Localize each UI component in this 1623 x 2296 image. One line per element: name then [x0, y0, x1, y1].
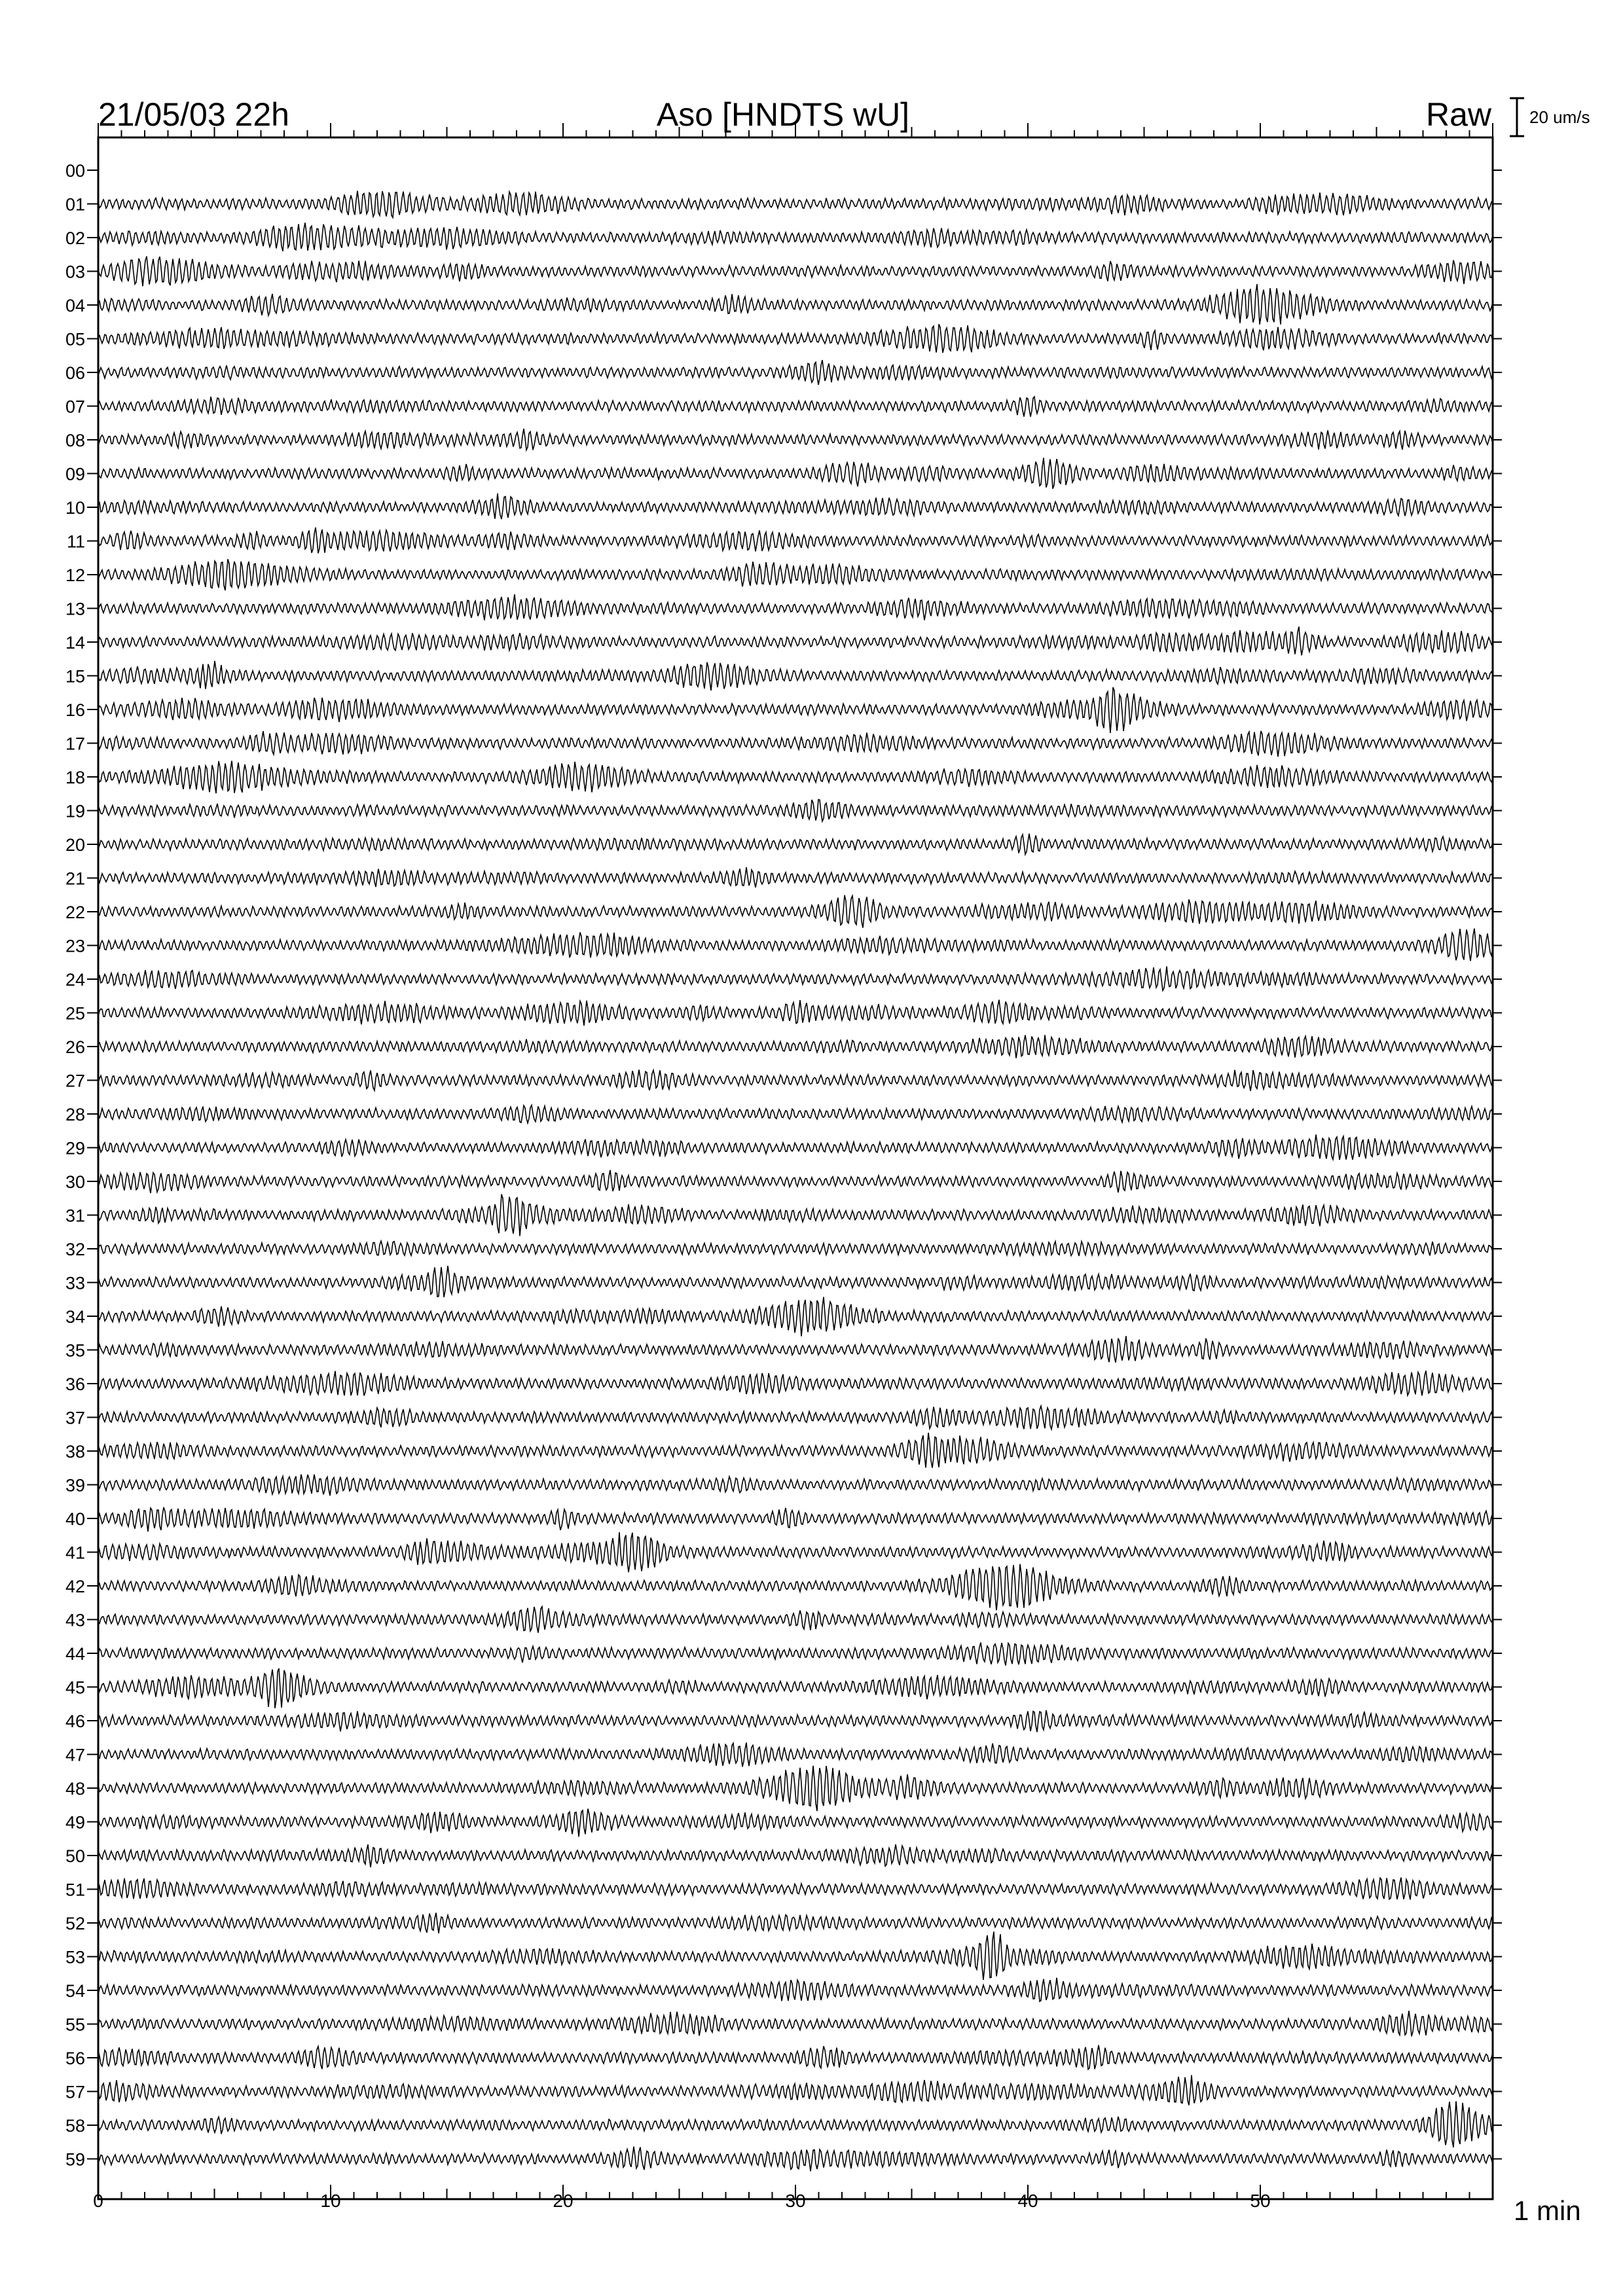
- row-label: 02: [65, 228, 85, 248]
- trace-row: [65, 458, 1502, 489]
- trace-row: [65, 397, 1502, 417]
- x-tick-label: 50: [1250, 2191, 1271, 2211]
- trace-row: [65, 1406, 1502, 1429]
- trace-row: [65, 1532, 1502, 1572]
- trace-row: [65, 967, 1502, 991]
- row-label: 59: [65, 2149, 85, 2170]
- trace-row: [65, 257, 1502, 287]
- trace-row: [65, 284, 1502, 325]
- seismic-trace: [98, 661, 1493, 691]
- seismic-trace: [98, 1406, 1493, 1429]
- row-label: 14: [65, 633, 85, 653]
- trace-row: [65, 594, 1502, 620]
- row-label: 22: [65, 903, 85, 922]
- trace-row: [65, 493, 1502, 519]
- row-label: 03: [65, 262, 85, 282]
- seismic-trace: [98, 1433, 1493, 1468]
- seismic-trace: [98, 1978, 1493, 2001]
- seismic-trace: [98, 324, 1493, 353]
- row-label: 12: [65, 565, 85, 585]
- seismic-trace: [98, 1913, 1493, 1933]
- seismic-trace: [98, 1336, 1493, 1363]
- row-label: 47: [65, 1745, 85, 1765]
- seismic-trace: [98, 284, 1493, 325]
- trace-row: [65, 1433, 1502, 1468]
- row-label: 16: [65, 700, 85, 720]
- seismic-trace: [98, 1532, 1493, 1572]
- row-label: 26: [65, 1037, 85, 1057]
- trace-row: [65, 626, 1502, 655]
- trace-row: [65, 1069, 1502, 1090]
- x-tick-label: 20: [553, 2191, 574, 2211]
- row-label: 35: [65, 1340, 85, 1361]
- x-tick-label: 10: [320, 2191, 341, 2211]
- seismic-trace: [98, 1475, 1493, 1496]
- row-label: 50: [65, 1846, 85, 1866]
- seismic-trace: [98, 559, 1493, 590]
- seismic-trace: [98, 223, 1493, 251]
- row-label: 13: [65, 599, 85, 619]
- row-label: 31: [65, 1206, 85, 1226]
- row-label: 34: [65, 1307, 85, 1327]
- frame-ticks: [98, 123, 1493, 2199]
- seismic-trace: [98, 257, 1493, 287]
- row-label: 10: [65, 498, 85, 518]
- trace-row: [65, 1266, 1502, 1297]
- row-label: 00: [65, 161, 85, 181]
- seismic-trace: [98, 1844, 1493, 1867]
- x-axis-label: 1 min: [1514, 2195, 1581, 2226]
- row-label: 06: [65, 363, 85, 383]
- seismic-trace: [98, 191, 1493, 218]
- row-label: 37: [65, 1408, 85, 1428]
- trace-row: [65, 1297, 1502, 1336]
- trace-row: [65, 800, 1502, 821]
- seismic-trace: [98, 2075, 1493, 2106]
- row-label: 53: [65, 1947, 85, 1967]
- trace-row: [65, 1878, 1502, 1900]
- row-label: 04: [65, 296, 85, 315]
- trace-row: [65, 1643, 1502, 1666]
- trace-row: [65, 2011, 1502, 2036]
- trace-row: [65, 1170, 1502, 1193]
- trace-row: [65, 929, 1502, 961]
- trace-row: [65, 1668, 1502, 1708]
- seismic-trace: [98, 1297, 1493, 1336]
- row-label: 33: [65, 1273, 85, 1293]
- x-tick-label: 40: [1017, 2191, 1038, 2211]
- row-label: 46: [65, 1712, 85, 1731]
- trace-row: [65, 1000, 1502, 1026]
- trace-row: [65, 895, 1502, 928]
- x-axis: [93, 2191, 1270, 2211]
- row-label: 56: [65, 2049, 85, 2068]
- seismic-trace: [98, 360, 1493, 385]
- trace-row: [65, 1475, 1502, 1496]
- row-label: 42: [65, 1577, 85, 1596]
- station-title: Aso [HNDTS wU]: [656, 96, 910, 133]
- mode-label: Raw: [1425, 96, 1491, 133]
- trace-row: [65, 761, 1502, 794]
- row-label: 43: [65, 1610, 85, 1630]
- seismic-trace: [98, 929, 1493, 961]
- seismic-trace: [98, 1069, 1493, 1090]
- seismic-trace: [98, 1241, 1493, 1256]
- trace-row: [65, 1607, 1502, 1633]
- row-label: 07: [65, 397, 85, 417]
- trace-row: [65, 324, 1502, 353]
- seismic-trace: [98, 1931, 1493, 1980]
- row-label: 17: [65, 734, 85, 754]
- seismic-trace: [98, 1607, 1493, 1633]
- trace-rows: [65, 161, 1502, 2171]
- trace-row: [65, 1336, 1502, 1363]
- x-tick-label: 30: [785, 2191, 806, 2211]
- row-label: 55: [65, 2015, 85, 2035]
- row-label: 05: [65, 329, 85, 350]
- trace-row: [65, 1931, 1502, 1980]
- row-label: 48: [65, 1779, 85, 1799]
- seismic-trace: [98, 458, 1493, 489]
- row-label: 21: [65, 869, 85, 889]
- row-label: 45: [65, 1677, 85, 1698]
- trace-row: [65, 1710, 1502, 1732]
- trace-row: [65, 1766, 1502, 1811]
- trace-row: [65, 360, 1502, 385]
- seismic-trace: [98, 493, 1493, 519]
- seismic-trace: [98, 1105, 1493, 1123]
- seismic-trace: [98, 1135, 1493, 1160]
- trace-row: [65, 687, 1502, 733]
- row-label: 44: [65, 1644, 85, 1664]
- row-label: 18: [65, 768, 85, 787]
- seismic-trace: [98, 528, 1493, 553]
- seismic-trace: [98, 731, 1493, 757]
- seismic-trace: [98, 1170, 1493, 1193]
- trace-row: [65, 2075, 1502, 2106]
- row-label: 58: [65, 2116, 85, 2136]
- row-label: 25: [65, 1003, 85, 1024]
- trace-row: [65, 867, 1502, 889]
- datetime-label: 21/05/03 22h: [98, 96, 289, 133]
- seismic-trace: [98, 834, 1493, 855]
- row-label: 27: [65, 1071, 85, 1091]
- trace-row: [65, 731, 1502, 757]
- seismic-trace: [98, 800, 1493, 821]
- row-label: 28: [65, 1105, 85, 1124]
- seismic-trace: [98, 895, 1493, 928]
- trace-row: [65, 1135, 1502, 1160]
- row-label: 19: [65, 801, 85, 821]
- trace-row: [65, 2147, 1502, 2172]
- trace-row: [65, 1743, 1502, 1767]
- row-label: 01: [65, 194, 85, 215]
- row-label: 52: [65, 1914, 85, 1933]
- seismic-trace: [98, 687, 1493, 733]
- row-label: 11: [66, 531, 85, 552]
- seismic-trace: [98, 1194, 1493, 1236]
- row-label: 08: [65, 431, 85, 450]
- seismic-trace: [98, 1507, 1493, 1532]
- trace-row: [65, 1194, 1502, 1236]
- seismic-trace: [98, 867, 1493, 888]
- row-label: 39: [65, 1475, 85, 1496]
- seismic-trace: [98, 1668, 1493, 1708]
- seismic-trace: [98, 1766, 1493, 1811]
- seismic-trace: [98, 2147, 1493, 2172]
- trace-row: [65, 1507, 1502, 1532]
- seismic-trace: [98, 626, 1493, 655]
- scale-bar-label: 20 um/s: [1529, 107, 1590, 127]
- trace-row: [65, 191, 1502, 218]
- trace-row: [65, 559, 1502, 590]
- seismic-trace: [98, 1564, 1493, 1611]
- seismic-trace: [98, 1371, 1493, 1395]
- trace-row: [65, 1035, 1502, 1058]
- trace-row: [65, 661, 1502, 691]
- seismic-trace: [98, 429, 1493, 450]
- row-label: 09: [65, 464, 85, 484]
- seismic-trace: [98, 397, 1493, 417]
- row-label: 38: [65, 1442, 85, 1462]
- trace-row: [65, 429, 1502, 450]
- scale-bar: [1510, 98, 1590, 136]
- trace-row: [67, 528, 1502, 553]
- seismic-trace: [98, 1035, 1493, 1058]
- trace-row: [65, 1240, 1502, 1259]
- plot-frame: [98, 137, 1493, 2199]
- row-label: 49: [65, 1812, 85, 1833]
- row-label: 41: [65, 1543, 85, 1563]
- seismic-trace: [98, 2045, 1493, 2070]
- row-label: 24: [65, 970, 85, 990]
- row-label: 32: [65, 1240, 85, 1259]
- seismic-trace: [98, 1878, 1493, 1900]
- trace-row: [65, 1844, 1502, 1867]
- row-label: 36: [65, 1374, 85, 1394]
- seismic-trace: [98, 1643, 1493, 1666]
- trace-row: [65, 161, 1502, 181]
- trace-row: [65, 1978, 1502, 2001]
- seismic-trace: [98, 1266, 1493, 1297]
- trace-row: [65, 834, 1502, 855]
- trace-row: [65, 1105, 1502, 1124]
- seismic-trace: [98, 2101, 1493, 2147]
- trace-row: [65, 1371, 1502, 1395]
- trace-row: [65, 2045, 1502, 2070]
- seismic-trace: [98, 2011, 1493, 2036]
- trace-row: [65, 1913, 1502, 1934]
- row-label: 40: [65, 1509, 85, 1529]
- row-label: 23: [65, 936, 85, 956]
- row-label: 57: [65, 2082, 85, 2102]
- row-label: 30: [65, 1172, 85, 1192]
- row-label: 29: [65, 1138, 85, 1158]
- trace-row: [65, 1564, 1502, 1611]
- trace-row: [65, 223, 1502, 251]
- seismic-trace: [98, 761, 1493, 794]
- seismic-trace: [98, 1000, 1493, 1026]
- row-label: 20: [65, 835, 85, 855]
- seismic-trace: [98, 1743, 1493, 1767]
- x-tick-label: 0: [93, 2191, 103, 2211]
- seismic-trace: [98, 1710, 1493, 1732]
- seismic-trace: [98, 594, 1493, 620]
- row-label: 54: [65, 1981, 85, 2001]
- trace-row: [65, 2101, 1502, 2147]
- row-label: 51: [65, 1880, 85, 1900]
- row-label: 15: [65, 666, 85, 687]
- seismic-trace: [98, 1809, 1493, 1837]
- seismic-trace: [98, 967, 1493, 991]
- trace-row: [65, 1809, 1502, 1837]
